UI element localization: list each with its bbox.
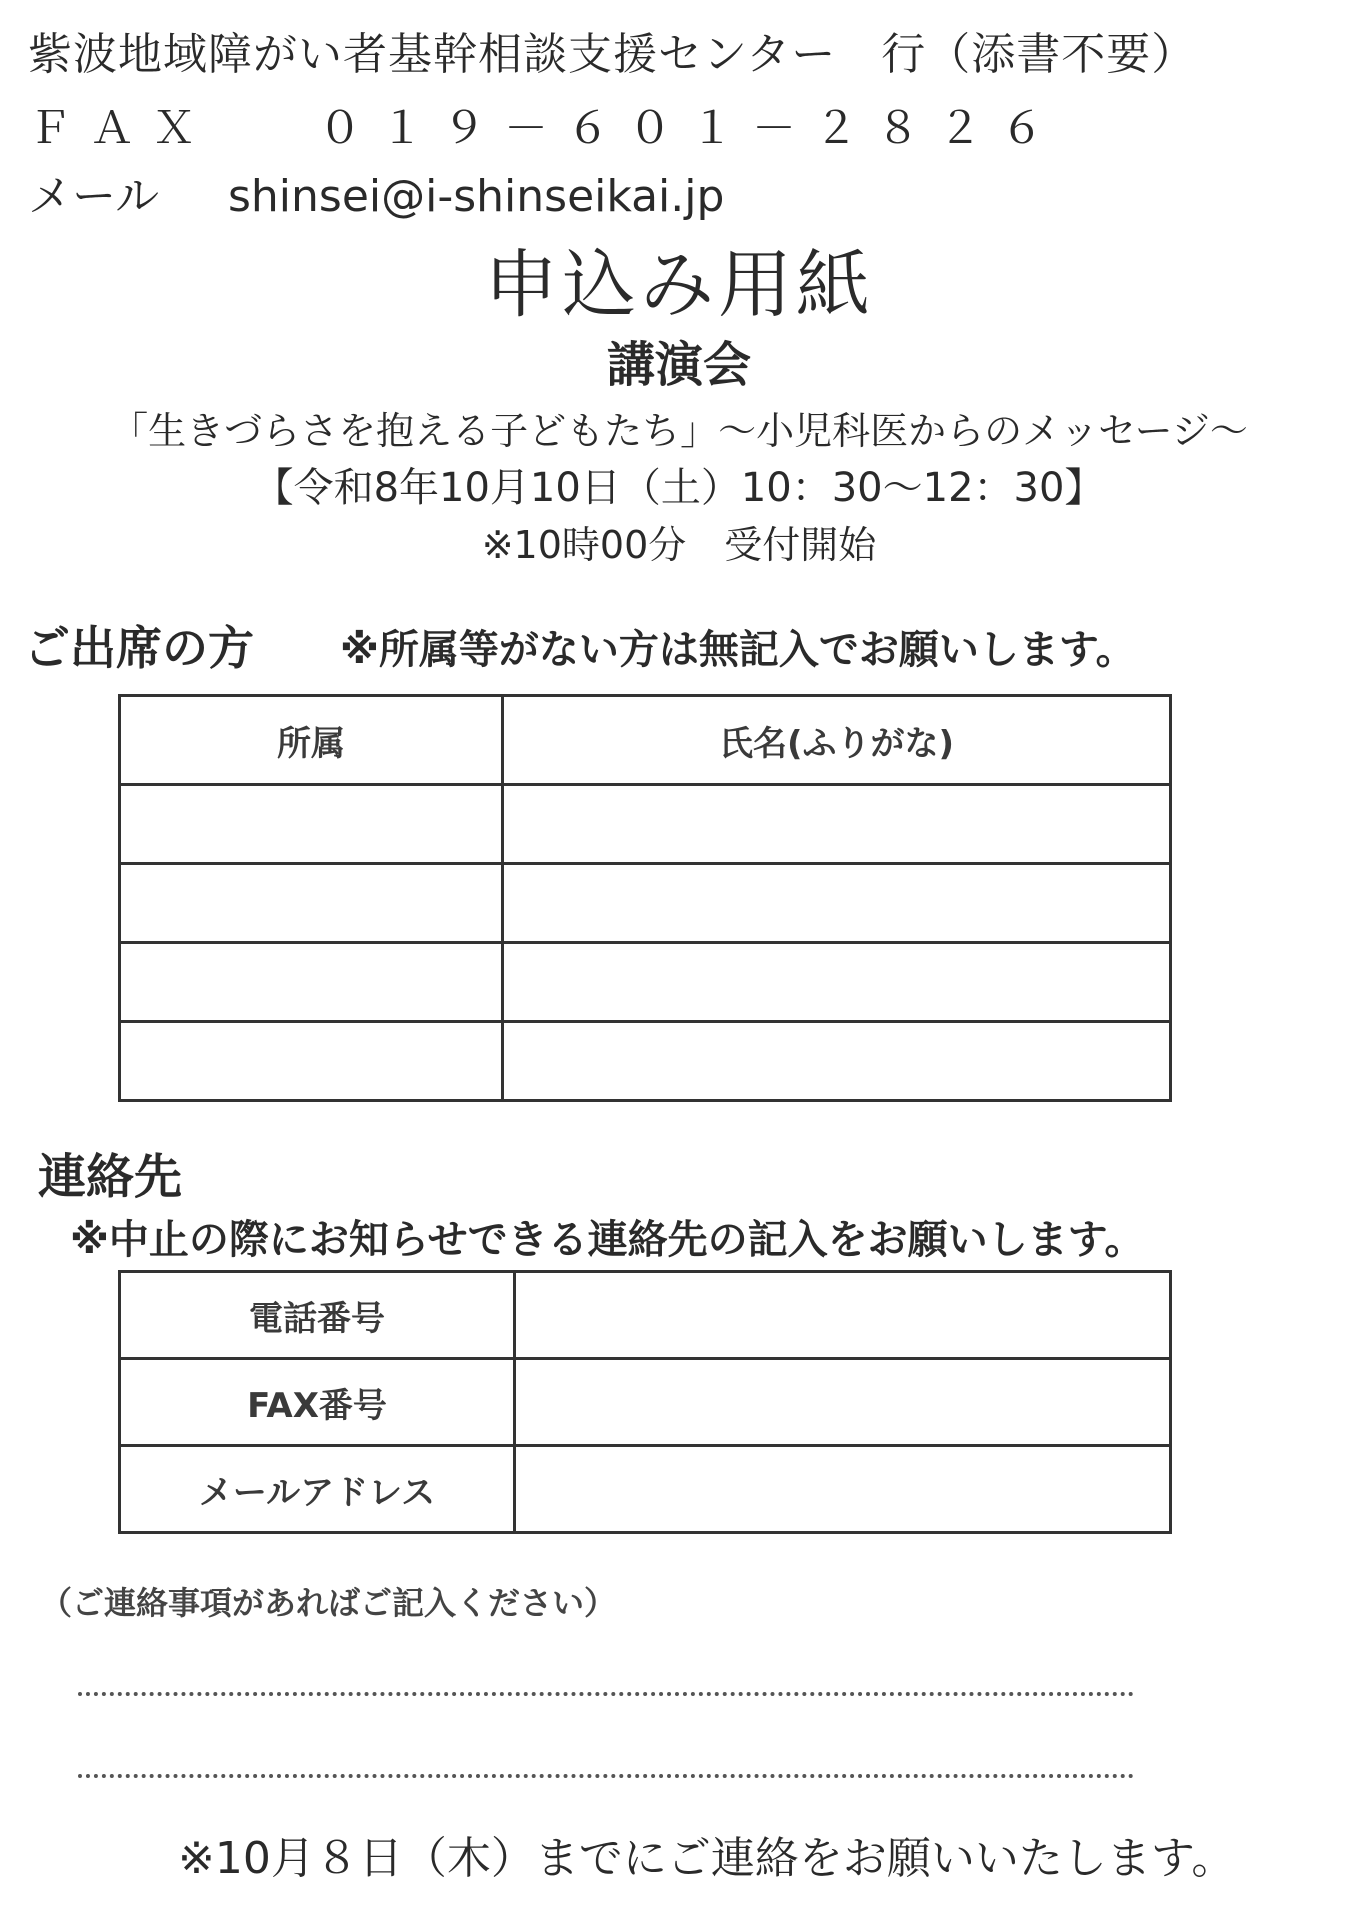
- event-title: 「生きづらさを抱える子どもたち」～小児科医からのメッセージ～: [110, 409, 1248, 453]
- event-date: 【令和8年10月10日（土）10：30～12：30】: [253, 465, 1105, 511]
- column-header-name: 氏名(ふりがな): [503, 696, 1171, 785]
- phone-label: 電話番号: [120, 1272, 515, 1359]
- table-row: [120, 943, 1171, 1022]
- name-cell[interactable]: [503, 864, 1171, 943]
- table-row: [120, 864, 1171, 943]
- table-row: [120, 1446, 1171, 1533]
- mail-address[interactable]: shinsei@i-shinseikai.jp: [228, 171, 725, 222]
- name-cell[interactable]: [503, 785, 1171, 864]
- fax-line: [28, 92, 1062, 156]
- name-cell[interactable]: [503, 1022, 1171, 1101]
- recipient-line: 紫波地域障がい者基幹相談支援センター 行（添書不要）: [28, 29, 1197, 80]
- email-label: メールアドレス: [120, 1446, 515, 1533]
- table-row: [120, 1022, 1171, 1101]
- affiliation-cell[interactable]: [120, 943, 503, 1022]
- table-row: [120, 785, 1171, 864]
- affiliation-cell[interactable]: [120, 785, 503, 864]
- fax-field-label: FAX番号: [120, 1359, 515, 1446]
- affiliation-cell[interactable]: [120, 864, 503, 943]
- contact-note: ※中止の際にお知らせできる連絡先の記入をお願いします。: [70, 1217, 1145, 1263]
- fax-label: ＦＡＸ: [28, 103, 214, 154]
- reception-time: ※10時00分 受付開始: [481, 523, 877, 567]
- form-title: 申込み用紙: [484, 242, 874, 328]
- attendees-note: ※所属等がない方は無記入でお願いします。: [340, 627, 1136, 673]
- phone-field[interactable]: [515, 1272, 1171, 1359]
- remarks-line-2[interactable]: [78, 1774, 1134, 1778]
- attendee-table: [118, 694, 1172, 1102]
- table-row: [120, 1359, 1171, 1446]
- contact-table: [118, 1270, 1172, 1534]
- event-type: 講演会: [606, 337, 751, 393]
- email-field[interactable]: [515, 1446, 1171, 1533]
- fax-field[interactable]: [515, 1359, 1171, 1446]
- deadline-note: ※10月８日（木）までにご連絡をお願いいたします。: [178, 1833, 1236, 1884]
- fax-number: ０１９－６０１－２８２６: [318, 103, 1062, 154]
- remarks-label: （ご連絡事項があればご記入ください）: [40, 1584, 617, 1622]
- contact-heading: 連絡先: [38, 1149, 183, 1205]
- column-header-affiliation: 所属: [120, 696, 503, 785]
- name-cell[interactable]: [503, 943, 1171, 1022]
- table-header-row: [120, 696, 1171, 785]
- mail-line: [28, 160, 724, 224]
- mail-label: メール: [28, 171, 160, 222]
- attendees-heading: ご出席の方: [24, 621, 254, 675]
- affiliation-cell[interactable]: [120, 1022, 503, 1101]
- remarks-line-1[interactable]: [78, 1692, 1134, 1696]
- table-row: [120, 1272, 1171, 1359]
